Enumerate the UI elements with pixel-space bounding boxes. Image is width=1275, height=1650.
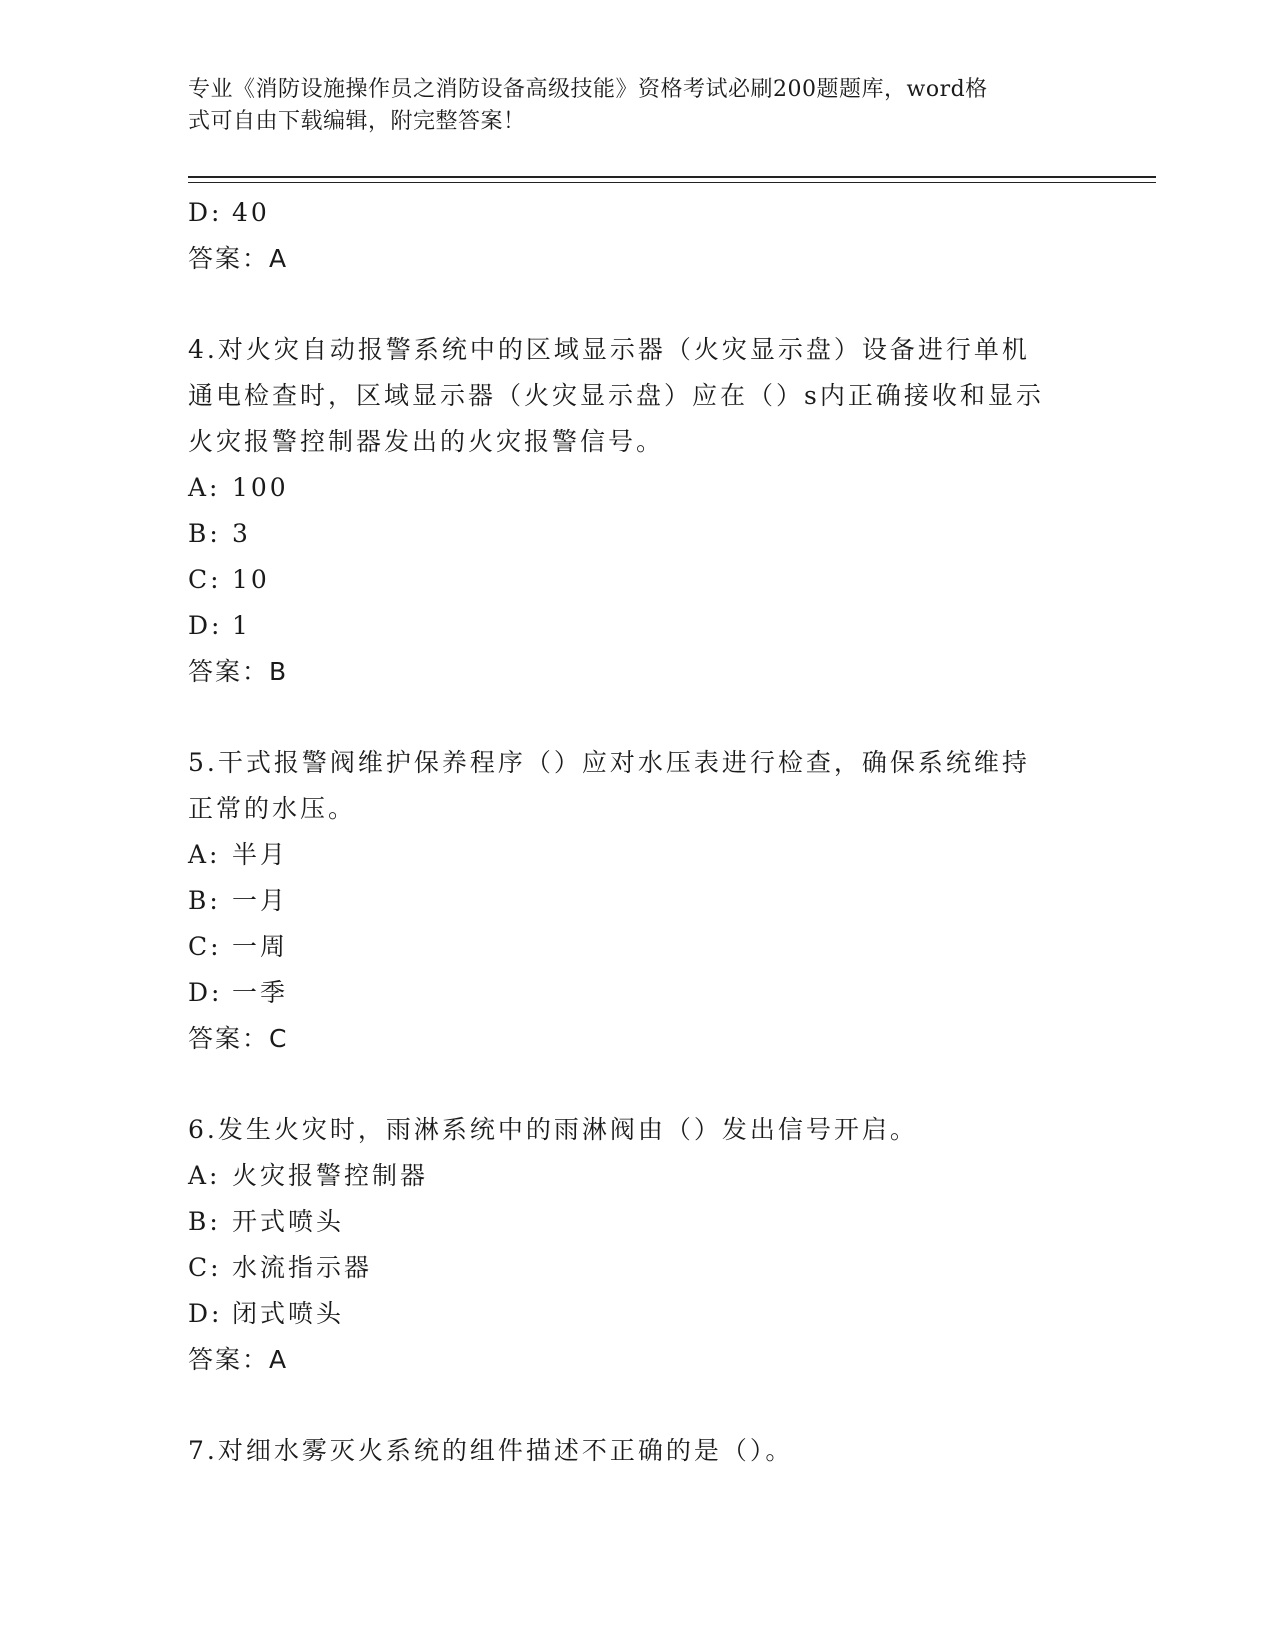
option-label: D: <box>188 1299 223 1328</box>
option-d <box>188 970 1088 1016</box>
header-line-2: 式可自由下载编辑，附完整答案！ <box>188 109 526 134</box>
option-text: 1 <box>232 611 251 640</box>
option-label: D: <box>188 198 223 227</box>
option-label: B: <box>188 1207 221 1236</box>
question-4 <box>188 327 1088 695</box>
question-text-line: 4.对火灾自动报警系统中的区域显示器（火灾显示盘）设备进行单机 <box>188 335 1030 364</box>
option-text: 一周 <box>232 932 289 961</box>
option-label: C: <box>188 565 222 594</box>
question-text <box>188 327 1068 465</box>
option-a <box>188 832 1088 878</box>
option-label: A: <box>188 1161 221 1190</box>
option-b <box>188 1199 1088 1245</box>
option-label: C: <box>188 1253 222 1282</box>
answer-line: 答案：A <box>188 1345 289 1374</box>
answer-line: 答案：A <box>188 244 289 273</box>
option-label: C: <box>188 932 222 961</box>
header-divider-thick <box>188 176 1156 178</box>
option-d <box>188 603 1088 649</box>
option-d <box>188 190 1088 236</box>
question-text-line: 正常的水压。 <box>188 794 357 823</box>
option-a <box>188 465 1088 511</box>
option-text: 一季 <box>232 978 289 1007</box>
option-label: D: <box>188 978 223 1007</box>
header-divider-thin <box>188 182 1156 183</box>
option-text: 半月 <box>232 840 289 869</box>
option-text: 100 <box>232 473 289 502</box>
option-c <box>188 1245 1088 1291</box>
option-b <box>188 511 1088 557</box>
question-text-line: 5.干式报警阀维护保养程序（）应对水压表进行检查，确保系统维持 <box>188 748 1030 777</box>
option-text: 10 <box>232 565 270 594</box>
question-text-line: 火灾报警控制器发出的火灾报警信号。 <box>188 427 665 456</box>
page-header <box>188 74 1068 138</box>
question-text-line: 6.发生火灾时，雨淋系统中的雨淋阀由（）发出信号开启。 <box>188 1115 918 1144</box>
question-text <box>188 1107 1068 1153</box>
answer-line: 答案：B <box>188 657 289 686</box>
option-text: 闭式喷头 <box>232 1299 345 1328</box>
option-text: 40 <box>232 198 270 227</box>
question-text-line: 通电检查时，区域显示器（火灾显示盘）应在（）s内正确接收和显示 <box>188 381 1044 410</box>
option-text: 3 <box>232 519 251 548</box>
option-d <box>188 1291 1088 1337</box>
option-text: 一月 <box>232 886 289 915</box>
option-label: B: <box>188 519 221 548</box>
option-text: 火灾报警控制器 <box>232 1161 429 1190</box>
option-c <box>188 924 1088 970</box>
previous-question-tail <box>188 190 1088 282</box>
header-line-1: 专业《消防设施操作员之消防设备高级技能》资格考试必刷200题题库，word格 <box>188 77 988 102</box>
answer-line: 答案：C <box>188 1024 289 1053</box>
option-label: A: <box>188 473 221 502</box>
option-text: 开式喷头 <box>232 1207 345 1236</box>
question-text-line: 7.对细水雾灭火系统的组件描述不正确的是（）。 <box>188 1436 794 1465</box>
question-7 <box>188 1428 1088 1474</box>
option-label: A: <box>188 840 221 869</box>
option-text: 水流指示器 <box>232 1253 373 1282</box>
option-b <box>188 878 1088 924</box>
option-label: B: <box>188 886 221 915</box>
option-c <box>188 557 1088 603</box>
option-label: D: <box>188 611 223 640</box>
question-text <box>188 740 1068 832</box>
question-5 <box>188 740 1088 1062</box>
question-content <box>188 190 1088 1474</box>
option-a <box>188 1153 1088 1199</box>
question-text <box>188 1428 1068 1474</box>
question-6 <box>188 1107 1088 1383</box>
